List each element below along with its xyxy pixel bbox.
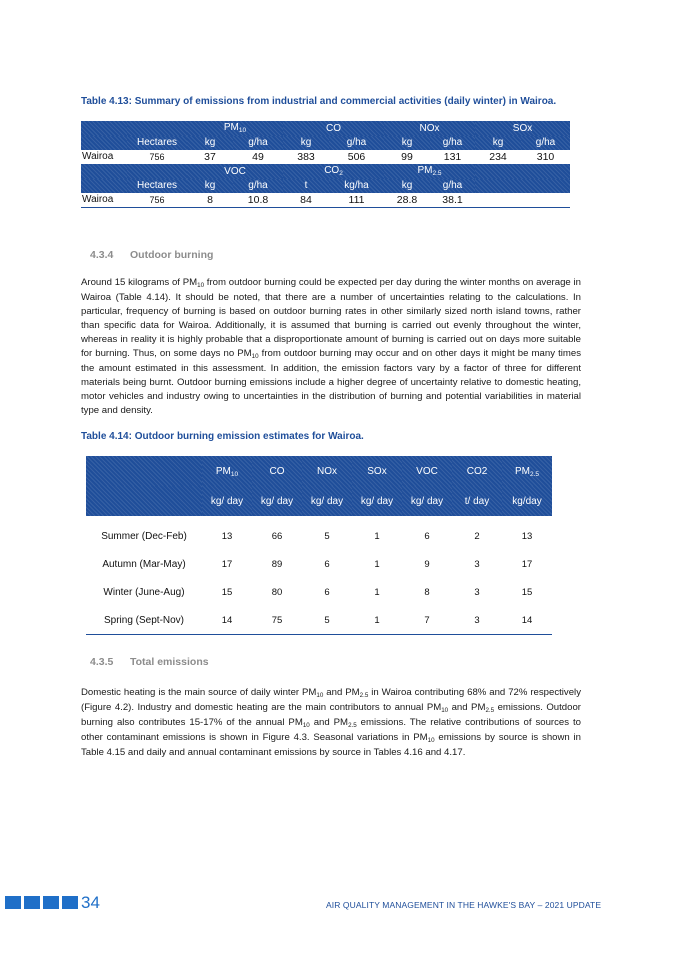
table-row: [81, 193, 570, 208]
table-cell: 15: [521, 586, 533, 598]
unit-header: kg/ha: [329, 179, 384, 193]
table-cell: 28.8: [384, 193, 430, 208]
table-cell: 9: [424, 558, 430, 570]
table-cell: 111: [329, 193, 384, 208]
row-name: Wairoa: [82, 151, 114, 162]
section-title: Outdoor burning: [130, 249, 214, 261]
pollutant-header: CO: [283, 121, 384, 136]
table-cell: 17: [521, 558, 533, 570]
table-cell: 8: [187, 193, 233, 208]
table-cell: 80: [271, 586, 283, 598]
table-cell: 13: [221, 530, 233, 542]
unit-header: Hectares: [127, 136, 187, 150]
unit-header: kg/ day: [352, 486, 402, 516]
table-4-14: [86, 456, 552, 635]
unit-header: kg/ day: [402, 486, 452, 516]
table-cell: 89: [271, 558, 283, 570]
table-4-13: [81, 121, 570, 208]
table-row: [86, 550, 552, 578]
unit-header: g/ha: [430, 136, 475, 150]
header-blank-cell: [81, 164, 127, 179]
table-cell: 1: [374, 530, 380, 542]
section-heading-outdoor-burning: [90, 249, 213, 261]
header-blank-cell: [81, 121, 127, 136]
header-blank-cell: [127, 121, 187, 136]
section-number: 4.3.4: [90, 249, 114, 261]
table-cell: [475, 193, 521, 208]
footer-squares-decoration: [5, 896, 78, 909]
table-row: [86, 606, 552, 635]
unit-header: kg/ day: [252, 486, 302, 516]
header-blank-cell: [81, 179, 127, 193]
table-4-13-unit-header-2: [81, 179, 570, 193]
header-blank-cell: [81, 136, 127, 150]
header-blank-cell: [127, 164, 187, 179]
section-number: 4.3.5: [90, 656, 114, 668]
unit-header: kg: [283, 136, 329, 150]
unit-header: Hectares: [127, 179, 187, 193]
pollutant-header: $PM_{2.5}$: [502, 456, 552, 486]
table-cell: 756: [149, 152, 165, 162]
header-blank-cell: [86, 486, 202, 516]
table-row: [86, 578, 552, 606]
table-cell: 1: [352, 606, 402, 635]
table-cell: 234: [489, 151, 507, 163]
table-4-13-caption: Table 4.13: Summary of emissions from industrial and commercial activities (daily winter) in Wairoa.: [81, 96, 557, 107]
pollutant-header: VOC: [187, 164, 283, 179]
table-4-14-unit-header: [86, 486, 552, 516]
table-4-13-unit-header-1: [81, 136, 570, 150]
pollutant-header: $PM_{10}$: [202, 456, 252, 486]
unit-header: kg: [475, 136, 521, 150]
table-4-13-pollutant-header-1: [81, 121, 570, 136]
unit-header: kg/ day: [302, 486, 352, 516]
unit-header: kg: [187, 136, 233, 150]
section-title: Total emissions: [130, 656, 209, 668]
table-cell: 15: [221, 586, 233, 598]
pollutant-header: NOx: [384, 121, 475, 136]
unit-header: g/ha: [233, 179, 283, 193]
running-head: AIR QUALITY MANAGEMENT IN THE HAWKE'S BAY – 2021 UPDATE: [326, 900, 602, 910]
table-cell: 310: [536, 151, 555, 163]
table-cell: 3: [474, 586, 480, 598]
season-label: Summer (Dec-Feb): [101, 530, 187, 542]
unit-header: kg: [187, 179, 233, 193]
pollutant-header: CO: [252, 456, 302, 486]
table-cell: 1: [374, 586, 380, 598]
season-label: Autumn (Mar-May): [102, 558, 186, 570]
unit-header: g/ha: [329, 136, 384, 150]
table-4-14-caption: Table 4.14: Outdoor burning emission estimates for Wairoa.: [81, 431, 364, 442]
table-cell: 14: [502, 606, 552, 635]
table-row: [86, 516, 552, 550]
outdoor-burning-paragraph: Around 15 kilograms of $PM_{10}$ from outdoor burning could be expected per day during the winter months on average in Wairoa (Table 4.14). It should be noted, that there are a number of uncertainties relating to the calculations. In particular, frequency of burning is based on outdoor burning rates in other similarly sized north island towns, rather than specific data for Wairoa. Additionally, it is assumed that burning is carried out evenly throughout the winter, whereas in reality it is highly probable that a disproportionate amount of burning is carried out on days more suitable for burning. Thus, on some days no $PM_{10}$ from outdoor burning may occur and on other days it might be many times the amount estimated in this assessment. In addition, the emission factors vary by a factor of three for different materials being burnt. Outdoor burning emissions include a higher degree of uncertainty relative to domestic heating, motor vehicles and industry owing to uncertainties in the distribution of burning and potential variabilities in material type and density.: [81, 277, 581, 416]
table-cell: 14: [202, 606, 252, 635]
pollutant-header: NOx: [302, 456, 352, 486]
table-cell: 49: [252, 151, 264, 163]
pollutant-header: SOx: [352, 456, 402, 486]
total-emissions-paragraph: Domestic heating is the main source of daily winter $PM_{10}$ and $PM_{2.5}$ in Wairoa contributing 68% and 72% respectively (Figure 4.2). Industry and domestic heating are the main contributors to annual $PM_{10}$ and $PM_{2.5}$ emissions. Outdoor burning also contributes 15-17% of the annual $PM_{10}$ and $PM_{2.5}$ emissions. The relative contributions of sources to other contaminant emissions is shown in Figure 4.3. Seasonal variations in $PM_{10}$ emissions by source is shown in Table 4.15 and daily and annual contaminant emissions by source in Tables 4.16 and 4.17.: [81, 687, 581, 758]
footer-square: [24, 896, 40, 909]
table-cell: 84: [283, 193, 329, 208]
table-cell: 506: [347, 151, 366, 163]
table-cell: 2: [474, 530, 480, 542]
table-4-13-pollutant-header-2: [81, 164, 570, 179]
unit-header: g/ha: [521, 136, 570, 150]
table-cell: 37: [204, 151, 216, 163]
unit-header: t: [283, 179, 329, 193]
table-cell: 13: [521, 530, 533, 542]
pollutant-header: $CO_2$: [283, 164, 384, 179]
row-name: Wairoa: [81, 193, 127, 208]
table-cell: 5: [324, 530, 330, 542]
unit-header: kg/day: [502, 486, 552, 516]
table-cell: 8: [424, 586, 430, 598]
table-cell: 10.8: [233, 193, 283, 208]
header-blank-cell: [86, 456, 202, 486]
table-cell: 5: [302, 606, 352, 635]
pollutant-header: $PM_{10}$: [187, 121, 283, 136]
table-cell: 66: [271, 530, 283, 542]
table-cell: 756: [127, 193, 187, 208]
unit-header: t/ day: [452, 486, 502, 516]
pollutant-header: CO2: [452, 456, 502, 486]
table-cell: 75: [252, 606, 302, 635]
footer-square: [43, 896, 59, 909]
table-row: [81, 150, 570, 164]
table-cell: 6: [424, 530, 430, 542]
unit-header: kg: [384, 136, 430, 150]
table-4-14-pollutant-header: [86, 456, 552, 486]
table-cell: 99: [401, 151, 413, 163]
table-cell: 3: [474, 558, 480, 570]
table-cell: 1: [374, 558, 380, 570]
table-cell: 38.1: [430, 193, 475, 208]
unit-header: kg/ day: [202, 486, 252, 516]
header-blank-cell: [475, 164, 570, 179]
season-label: Spring (Sept-Nov): [86, 606, 202, 635]
unit-header: g/ha: [233, 136, 283, 150]
table-cell: 383: [297, 151, 315, 163]
footer-square: [5, 896, 21, 909]
table-cell: 7: [402, 606, 452, 635]
section-heading-total-emissions: [90, 656, 209, 668]
header-blank-cell: [475, 179, 570, 193]
unit-header: g/ha: [430, 179, 475, 193]
page-number: 34: [81, 893, 100, 912]
table-cell: 131: [443, 151, 462, 163]
table-cell: [521, 193, 570, 208]
table-cell: 6: [324, 558, 330, 570]
season-label: Winter (June-Aug): [103, 586, 185, 598]
table-cell: 17: [221, 558, 233, 570]
footer-square: [62, 896, 78, 909]
unit-header: kg: [384, 179, 430, 193]
table-cell: 6: [324, 586, 330, 598]
pollutant-header: SOx: [475, 121, 570, 136]
pollutant-header: VOC: [402, 456, 452, 486]
pollutant-header: $PM_{2.5}$: [384, 164, 475, 179]
table-cell: 3: [452, 606, 502, 635]
